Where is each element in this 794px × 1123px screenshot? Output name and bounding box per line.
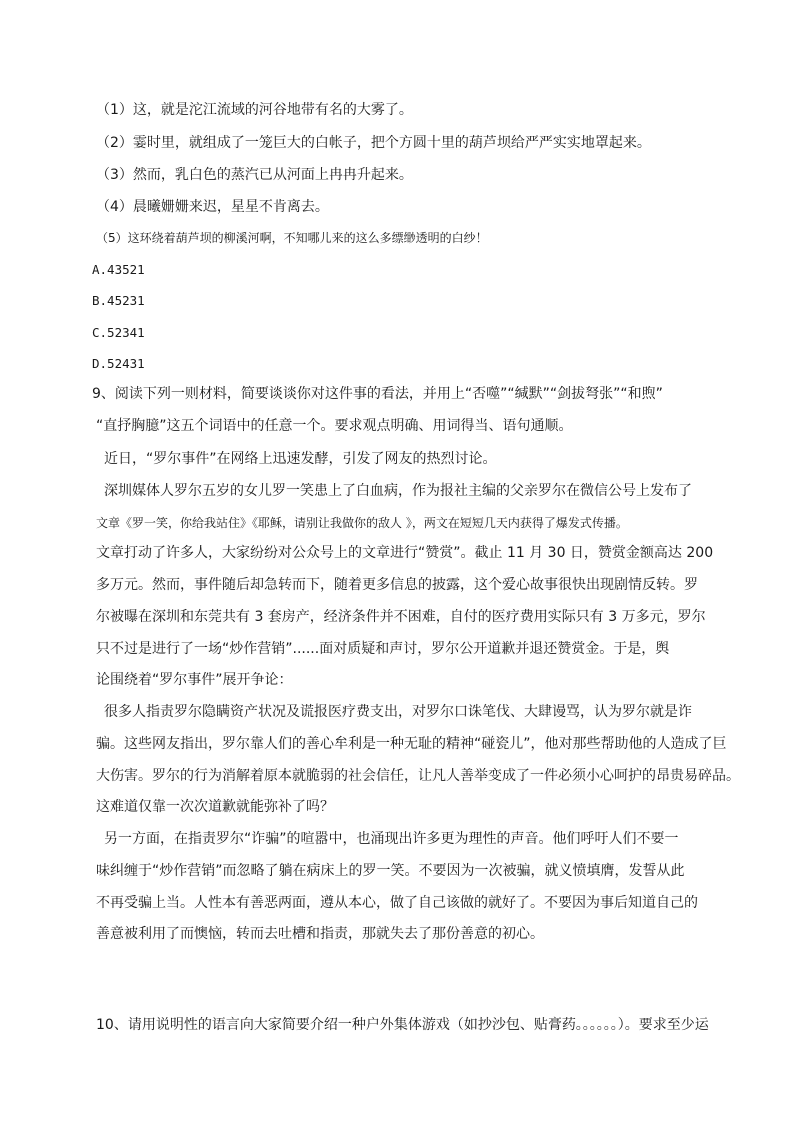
question-9-prompt: 9、阅读下列一则材料，简要谈谈你对这件事的看法，并用上“否噬”“缄默”“剑拔弩张”“和煦”: [92, 386, 663, 402]
material-line: 只不过是进行了一场“炒作营销”......面对质疑和声讨，罗尔公开道歉并退还赞赏金。于是，舆: [96, 641, 670, 657]
sentence-1: （1）这，就是沱江流域的河谷地带有名的大雾了。: [96, 102, 413, 118]
material-paragraph-3: 很多人指责罗尔隐瞒资产状况及谎报医疗费支出，对罗尔口诛笔伐、大肆谩骂，认为罗尔就是诈: [104, 704, 692, 720]
option-b: B.45231: [92, 293, 145, 308]
material-line: 多万元。然而，事件随后却急转而下，随着更多信息的披露，这个爱心故事很快出现剧情反转。罗: [96, 577, 698, 593]
option-a: A.43521: [92, 262, 145, 277]
material-paragraph-2: 深圳媒体人罗尔五岁的女儿罗一笑患上了白血病，作为报社主编的父亲罗尔在微信公号上发布了: [104, 483, 692, 499]
material-line: 味纠缠于“炒作营销”而忽略了躺在病床上的罗一笑。不要因为一次被骗，就义愤填膺，发誓从此: [96, 863, 685, 879]
material-paragraph-1: 近日，“罗尔事件”在网络上迅速发酵，引发了网友的热烈讨论。: [104, 451, 497, 467]
sentence-5: （5）这环绕着葫芦坝的柳溪河啊，不知哪儿来的这么多缥缈透明的白纱！: [96, 231, 488, 245]
option-d: D.52431: [92, 356, 145, 371]
material-line: 论围绕着“罗尔事件”展开争论：: [96, 672, 293, 688]
material-line: 文章打动了许多人，大家纷纷对公众号上的文章进行“赞赏”。截止 11 月 30 日，赞赏金额高达 200: [96, 545, 714, 561]
material-paragraph-4: 另一方面，在指责罗尔“诈骗”的喧嚣中，也涌现出许多更为理性的声音。他们呼吁人们不要一: [104, 831, 679, 847]
material-line: 文章《罗一笑，你给我站住》《耶稣，请别让我做你的敌人 》，两文在短短几天内获得了爆发式传播。: [96, 516, 628, 530]
sentence-2: （2）霎时里，就组成了一笼巨大的白帐子，把个方圆十里的葫芦坝给严严实实地罩起来。: [96, 135, 651, 151]
option-c: C.52341: [92, 325, 145, 340]
material-line: 尔被曝在深圳和东莞共有 3 套房产，经济条件并不困难，自付的医疗费用实际只有 3 万多元，罗尔: [96, 609, 706, 625]
question-9-prompt-cont: “直抒胸臆”这五个词语中的任意一个。要求观点明确、用词得当、语句通顺。: [96, 418, 573, 434]
material-line: 善意被利用了而懊恼，转而去吐槽和指责，那就失去了那份善意的初心。: [96, 926, 544, 942]
material-line: 骗。这些网友指出，罗尔靠人们的善心牟利是一种无耻的精神“碰瓷儿”，他对那些帮助他的人造成了巨: [96, 736, 727, 752]
material-line: 大伤害。罗尔的行为消解着原本就脆弱的社会信任，让凡人善举变成了一件必须小心呵护的昂贵易碎品。: [96, 768, 740, 784]
sentence-3: （3）然而，乳白色的蒸汽已从河面上冉冉升起来。: [96, 167, 413, 183]
question-10-prompt: 10、请用说明性的语言向大家简要介绍一种户外集体游戏（如抄沙包、贴膏药。。。。。。）。要求至少运: [96, 1017, 709, 1033]
material-line: 不再受骗上当。人性本有善恶两面，遵从本心，做了自己该做的就好了。不要因为事后知道自己的: [96, 895, 698, 911]
material-line: 这难道仅靠一次次道歉就能弥补了吗？: [96, 799, 334, 815]
sentence-4: （4）晨曦姗姗来迟，星星不肯离去。: [96, 199, 329, 215]
